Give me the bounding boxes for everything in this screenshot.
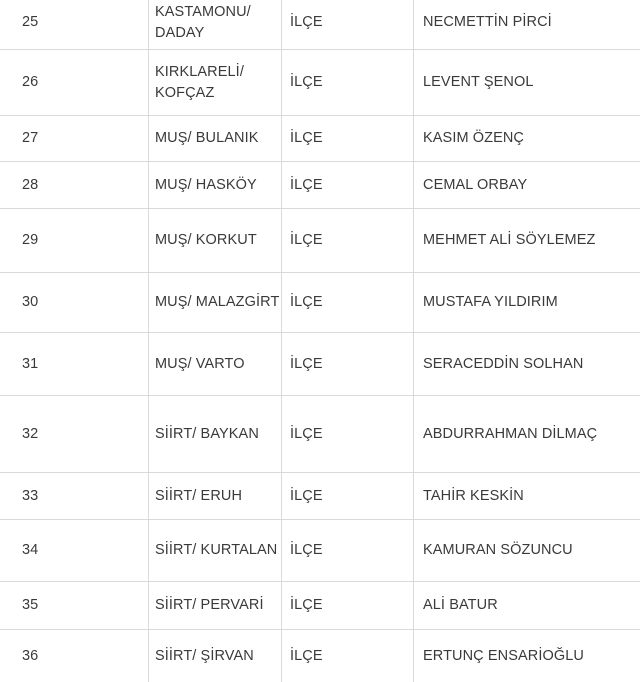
table-row: [0, 630, 640, 682]
person-name: ALİ BATUR: [423, 597, 498, 613]
table-row: [0, 116, 640, 162]
column-divider: [281, 333, 282, 395]
unit-type: İLÇE: [290, 487, 323, 504]
column-divider: [148, 520, 149, 581]
person-name: NECMETTİN PİRCİ: [423, 14, 552, 30]
table-row: [0, 473, 640, 520]
column-divider: [281, 162, 282, 208]
person-name: ABDURRAHMAN DİLMAÇ: [423, 425, 598, 442]
person-name: LEVENT ŞENOL: [423, 74, 534, 90]
row-number: 25: [22, 14, 39, 30]
column-divider: [148, 162, 149, 208]
row-number: 36: [22, 647, 39, 664]
district-name: SİİRT/ PERVARİ: [155, 597, 264, 613]
column-divider: [413, 520, 414, 581]
row-number: 30: [22, 294, 39, 310]
column-divider: [413, 396, 414, 472]
table-row: [0, 520, 640, 582]
unit-type: İLÇE: [290, 647, 323, 664]
unit-type: İLÇE: [290, 232, 323, 248]
unit-type: İLÇE: [290, 425, 323, 442]
column-divider: [413, 473, 414, 519]
column-divider: [148, 273, 149, 332]
column-divider: [281, 0, 282, 49]
column-divider: [281, 116, 282, 161]
column-divider: [281, 630, 282, 682]
table-row: [0, 333, 640, 396]
column-divider: [413, 630, 414, 682]
district-name: MUŞ/ BULANIK: [155, 130, 259, 146]
column-divider: [281, 473, 282, 519]
district-name: SİİRT/ BAYKAN: [155, 425, 259, 442]
table-row: [0, 273, 640, 333]
district-name: MUŞ/ VARTO: [155, 355, 245, 372]
district-name: MUŞ/ HASKÖY: [155, 176, 257, 193]
column-divider: [281, 50, 282, 115]
unit-type: İLÇE: [290, 597, 323, 613]
column-divider: [148, 0, 149, 49]
column-divider: [413, 116, 414, 161]
column-divider: [148, 396, 149, 472]
row-number: 34: [22, 542, 39, 558]
person-name: CEMAL ORBAY: [423, 176, 528, 193]
unit-type: İLÇE: [290, 176, 323, 193]
row-number: 31: [22, 355, 39, 372]
column-divider: [148, 630, 149, 682]
unit-type: İLÇE: [290, 542, 323, 558]
district-name: MUŞ/ MALAZGİRT: [155, 294, 280, 310]
district-name: KASTAMONU/ DADAY: [155, 3, 251, 41]
column-divider: [148, 209, 149, 272]
row-number: 33: [22, 487, 39, 504]
unit-type: İLÇE: [290, 74, 323, 90]
column-divider: [281, 582, 282, 629]
row-number: 28: [22, 176, 39, 193]
column-divider: [148, 473, 149, 519]
table-row: [0, 162, 640, 209]
column-divider: [413, 582, 414, 629]
column-divider: [413, 209, 414, 272]
row-number: 27: [22, 130, 39, 146]
person-name: MUSTAFA YILDIRIM: [423, 294, 558, 310]
row-number: 29: [22, 232, 39, 248]
table-row: [0, 209, 640, 273]
table-row: [0, 582, 640, 630]
person-name: KASIM ÖZENÇ: [423, 130, 524, 146]
column-divider: [281, 396, 282, 472]
column-divider: [413, 333, 414, 395]
table-row: [0, 50, 640, 116]
column-divider: [148, 333, 149, 395]
unit-type: İLÇE: [290, 294, 323, 310]
district-name: MUŞ/ KORKUT: [155, 232, 257, 248]
table-row: [0, 0, 640, 50]
district-name: SİİRT/ KURTALAN: [155, 542, 278, 558]
column-divider: [413, 273, 414, 332]
column-divider: [281, 520, 282, 581]
column-divider: [281, 273, 282, 332]
column-divider: [413, 0, 414, 49]
row-number: 32: [22, 425, 39, 442]
column-divider: [413, 50, 414, 115]
column-divider: [281, 209, 282, 272]
person-name: MEHMET ALİ SÖYLEMEZ: [423, 232, 596, 248]
district-name: SİİRT/ ŞİRVAN: [155, 647, 254, 664]
column-divider: [148, 116, 149, 161]
column-divider: [413, 162, 414, 208]
row-number: 35: [22, 597, 39, 613]
district-name: KIRKLARELİ/ KOFÇAZ: [155, 63, 244, 101]
person-name: KAMURAN SÖZUNCU: [423, 542, 573, 558]
district-name: SİİRT/ ERUH: [155, 487, 243, 504]
unit-type: İLÇE: [290, 14, 323, 30]
row-number: 26: [22, 74, 39, 90]
person-name: ERTUNÇ ENSARİOĞLU: [423, 647, 584, 664]
table-row: [0, 396, 640, 473]
column-divider: [148, 582, 149, 629]
column-divider: [148, 50, 149, 115]
unit-type: İLÇE: [290, 355, 323, 372]
person-name: SERACEDDİN SOLHAN: [423, 355, 584, 372]
unit-type: İLÇE: [290, 130, 323, 146]
person-name: TAHİR KESKİN: [423, 487, 524, 504]
